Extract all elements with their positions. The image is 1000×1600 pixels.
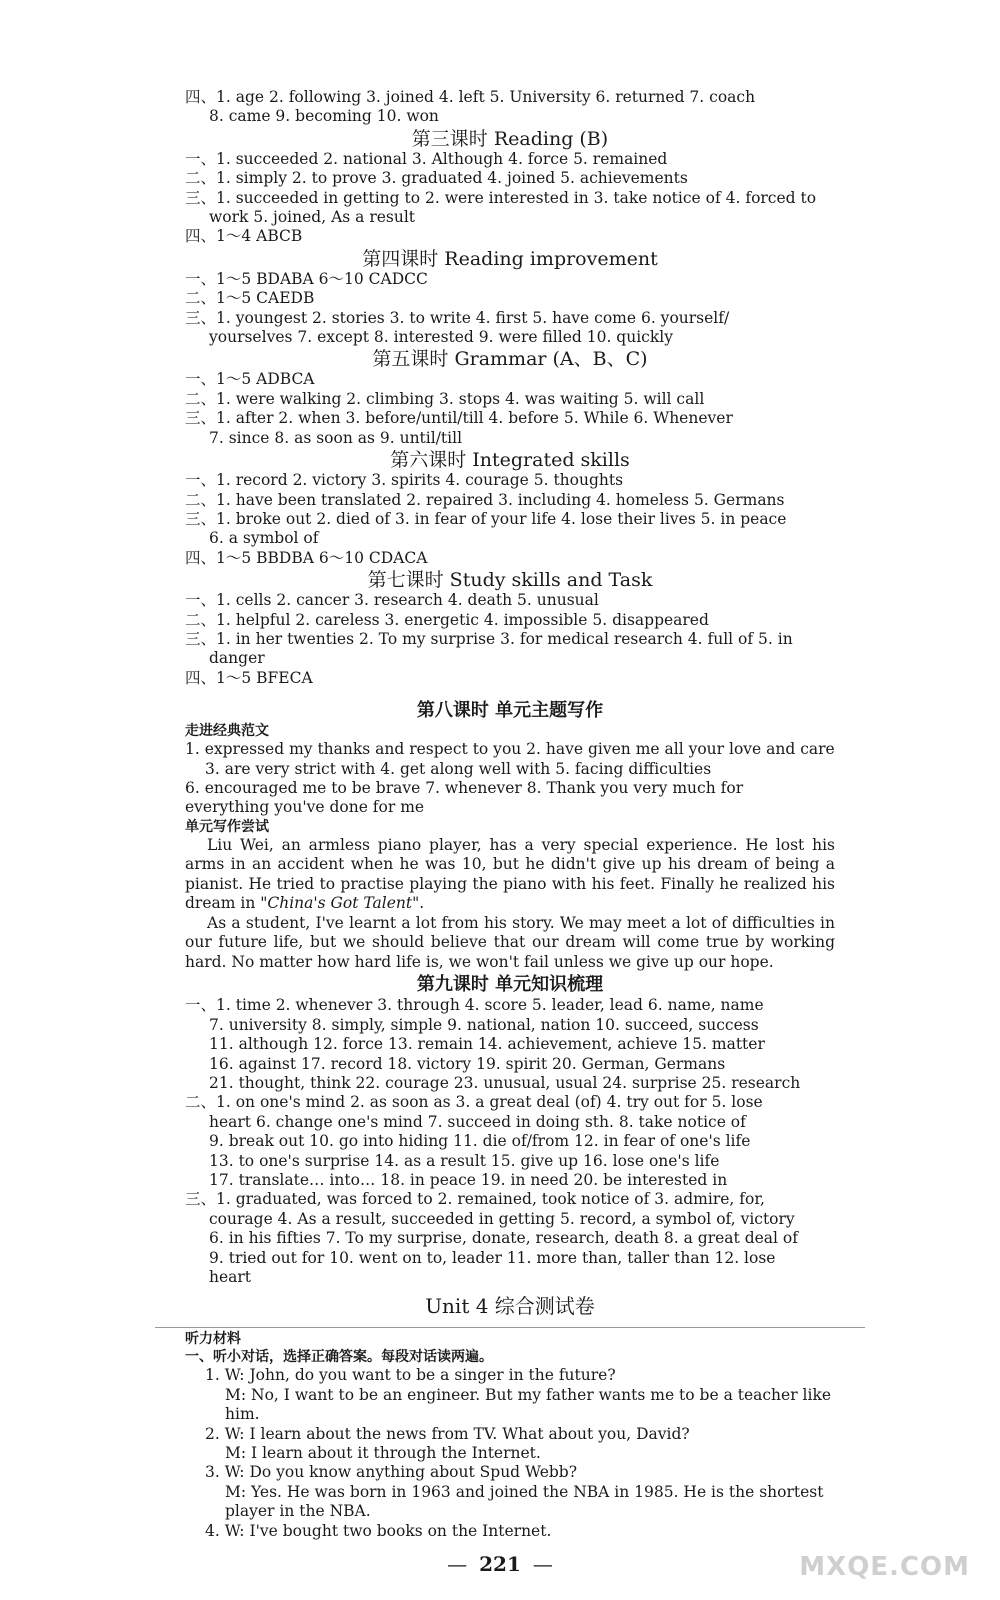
page-number: 221 — [479, 1552, 521, 1576]
answer-line: 三、1. broke out 2. died of 3. in fear of your life 4. lose their lives 5. in peace — [185, 509, 787, 528]
answer-line: 7. since 8. as soon as 9. until/till — [209, 428, 463, 447]
answer-line: 11. although 12. force 13. remain 14. achievement, achieve 15. matter — [209, 1035, 765, 1054]
answer-line: 一、1. record 2. victory 3. spirits 4. courage 5. thoughts — [185, 471, 624, 490]
lesson-heading: 第六课时 Integrated skills — [390, 449, 630, 472]
footer-dash: — — [532, 1552, 553, 1576]
watermark-logo: MXQE.COM — [799, 1552, 970, 1582]
lesson-heading: 第五课时 Grammar (A、B、C) — [372, 348, 648, 371]
answer-line: 三、1. in her twenties 2. To my surprise 3. for medical research 4. full of 5. in — [185, 629, 793, 648]
lesson-heading: 第七课时 Study skills and Task — [367, 569, 653, 592]
answer-line: 9. tried out for 10. went on to, leader 11. more than, taller than 12. lose — [209, 1248, 776, 1267]
answer-line: 四、1. age 2. following 3. joined 4. left 5. University 6. returned 7. coach — [185, 88, 756, 106]
answer-line: everything you've done for me — [185, 798, 425, 817]
lesson-heading: 第三课时 Reading (B) — [411, 127, 609, 150]
answer-line: 二、1. helpful 2. careless 3. energetic 4. impossible 5. disappeared — [185, 610, 709, 629]
answer-line: 7. university 8. simply, simple 9. national, nation 10. succeed, success — [209, 1015, 759, 1034]
answer-line: 二、1. simply 2. to prove 3. graduated 4. joined 5. achievements — [185, 169, 688, 188]
answer-line: 二、1～5 CAEDB — [185, 289, 315, 308]
answer-line: 四、1～5 BFECA — [185, 668, 313, 687]
answer-line: heart — [209, 1267, 252, 1286]
dialogue-line: M: I learn about it through the Internet. — [225, 1444, 541, 1462]
answer-line: heart 6. change one's mind 7. succeed in doing sth. 8. take notice of — [209, 1112, 746, 1131]
dialogue-line: 4. W: I've bought two books on the Internet. — [205, 1521, 552, 1540]
answer-line: 二、1. have been translated 2. repaired 3. including 4. homeless 5. Germans — [185, 490, 785, 509]
essay-text: ". — [412, 894, 425, 913]
subsection-title: 听力材料 — [185, 1331, 241, 1348]
footer-dash: — — [447, 1552, 468, 1576]
lesson-heading: 第四课时 Reading improvement — [362, 247, 658, 270]
answer-line: 9. break out 10. go into hiding 11. die of/from 12. in fear of one's life — [209, 1132, 751, 1151]
lesson-heading: 第九课时 单元知识梳理 — [416, 974, 604, 996]
subsection-title: 走进经典范文 — [185, 723, 269, 740]
answer-line: 1. expressed my thanks and respect to you 2. have given me all your love and care — [185, 740, 835, 759]
dialogue-line: 2. W: I learn about the news from TV. What about you, David? — [205, 1424, 690, 1443]
answer-line: 三、1. graduated, was forced to 2. remained, took notice of 3. admire, for, — [185, 1190, 765, 1209]
unit-test-title: Unit 4 综合测试卷 — [425, 1294, 595, 1319]
dialogue-line: M: Yes. He was born in 1963 and joined the NBA in 1985. He is the shortest player in the NBA. — [225, 1482, 824, 1521]
answer-line: 二、1. were walking 2. climbing 3. stops 4. was waiting 5. will call — [185, 389, 705, 408]
subsection-title: 单元写作尝试 — [185, 818, 269, 835]
dialogue-line: 1. W: John, do you want to be a singer in the future? — [205, 1366, 616, 1385]
divider — [155, 1327, 865, 1328]
answer-line: 16. against 17. record 18. victory 19. spirit 20. German, Germans — [209, 1054, 726, 1073]
dialogue-line: 3. W: Do you know anything about Spud Webb? — [205, 1463, 578, 1482]
dialogue-line: M: No, I want to be an engineer. But my father wants me to be a teacher like him. — [225, 1385, 832, 1424]
answer-line: 一、1. cells 2. cancer 3. research 4. death 5. unusual — [185, 591, 599, 610]
answer-line: 四、1～5 BBDBA 6～10 CDACA — [185, 548, 428, 567]
question-instruction: 一、听小对话，选择正确答案。每段对话读两遍。 — [185, 1349, 493, 1366]
answer-line: 6. in his fifties 7. To my surprise, donate, research, death 8. a great deal of — [209, 1229, 798, 1248]
answer-line: 17. translate… into… 18. in peace 19. in need 20. be interested in — [209, 1170, 728, 1189]
answer-line: danger — [209, 649, 265, 668]
answer-line: 三、1. after 2. when 3. before/until/till 4. before 5. While 6. Whenever — [185, 409, 733, 428]
answer-line: 三、1. succeeded in getting to 2. were interested in 3. take notice of 4. forced to — [185, 188, 817, 207]
answer-line: 四、1～4 ABCB — [185, 227, 303, 246]
lesson-heading: 第八课时 单元主题写作 — [416, 700, 604, 722]
answer-line: work 5. joined, As a result — [209, 208, 416, 227]
essay-paragraph — [185, 836, 835, 914]
answer-line: 三、1. youngest 2. stories 3. to write 4. first 5. have come 6. yourself/ — [185, 308, 730, 327]
answer-line: courage 4. As a result, succeeded in getting 5. record, a symbol of, victory — [209, 1209, 795, 1228]
answer-line: 二、1. on one's mind 2. as soon as 3. a great deal (of) 4. try out for 5. lose — [185, 1093, 763, 1112]
answer-line: 8. came 9. becoming 10. won — [209, 107, 439, 126]
essay-text: Liu Wei, an armless piano player, has a very special experience. He lost his arms in an accident when he was 10, but he didn't give up his dream of being a pianist. He tried to practise playing the piano with his feet. Finally he realized his dream in " — [185, 835, 835, 913]
answer-line: yourselves 7. except 8. interested 9. were filled 10. quickly — [209, 328, 673, 347]
answer-line: 一、1. succeeded 2. national 3. Although 4. force 5. remained — [185, 149, 668, 168]
show-title: China's Got Talent — [267, 894, 413, 913]
answer-line: 一、1～5 ADBCA — [185, 370, 315, 389]
answer-line: 一、1～5 BDABA 6～10 CADCC — [185, 269, 428, 288]
answer-line: 一、1. time 2. whenever 3. through 4. score 5. leader, lead 6. name, name — [185, 996, 764, 1015]
answer-line: 13. to one's surprise 14. as a result 15. give up 16. lose one's life — [209, 1151, 720, 1170]
answer-line: 3. are very strict with 4. get along well with 5. facing difficulties — [205, 759, 712, 778]
answer-content — [185, 88, 835, 1541]
essay-paragraph: As a student, I've learnt a lot from his story. We may meet a lot of difficulties in our future life, but we should believe that our dream will come true by working hard. No matter how hard life is, we won't fail unless we give up our hope. — [185, 913, 835, 971]
answer-line: 6. encouraged me to be brave 7. whenever 8. Thank you very much for — [185, 778, 744, 797]
answer-line: 6. a symbol of — [209, 529, 319, 548]
answer-line: 21. thought, think 22. courage 23. unusual, usual 24. surprise 25. research — [209, 1073, 801, 1092]
